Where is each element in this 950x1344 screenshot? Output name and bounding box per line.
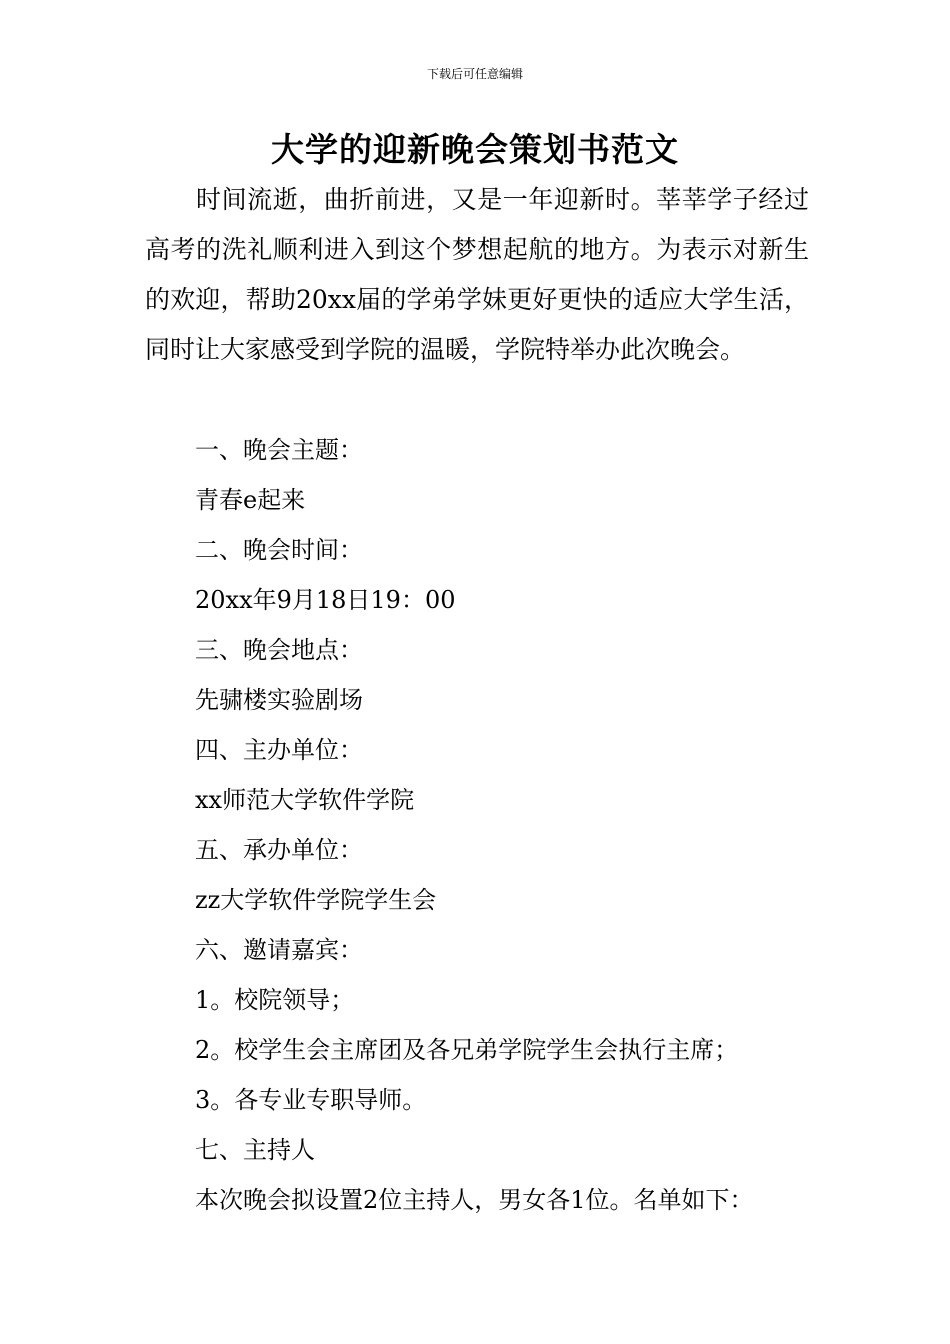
guest-item: 2。校学生会主席团及各兄弟学院学生会执行主席； [195, 1036, 739, 1064]
time-value: 20xx年9月18日19：00 [195, 586, 456, 614]
hosts-description: 本次晚会拟设置2位主持人，男女各1位。名单如下： [195, 1186, 754, 1214]
section-heading-guests: 六、邀请嘉宾： [195, 936, 363, 964]
host-unit-value: xx师范大学软件学院 [195, 786, 415, 814]
theme-value: 青春e起来 [195, 486, 306, 514]
header-note: 下载后可任意编辑 [426, 67, 523, 81]
intro-paragraph: 时间流逝，曲折前进，又是一年迎新时。莘莘学子经过高考的洗礼顺利进入到这个梦想起航的地方。为表示对新生的欢迎，帮助20xx届的学弟学妹更好更快的适应大学生活，同时让大家感受到学院的温暖，学院特举办此次晚会。 [145, 185, 809, 364]
section-heading-time: 二、晚会时间： [195, 536, 363, 564]
section-heading-host-unit: 四、主办单位： [195, 736, 363, 764]
section-heading-venue: 三、晚会地点： [195, 636, 363, 664]
document-title: 大学的迎新晚会策划书范文 [271, 130, 679, 169]
guest-item: 3。各专业专职导师。 [195, 1086, 427, 1114]
organizer-value: zz大学软件学院学生会 [195, 886, 437, 914]
guest-item: 1。校院领导； [195, 986, 355, 1014]
section-lines [195, 425, 815, 1225]
section-heading-hosts: 七、主持人 [195, 1136, 315, 1164]
section-heading-organizer: 五、承办单位： [195, 836, 363, 864]
venue-value: 先骕楼实验剧场 [195, 686, 363, 714]
section-heading-theme: 一、晚会主题： [195, 436, 363, 464]
